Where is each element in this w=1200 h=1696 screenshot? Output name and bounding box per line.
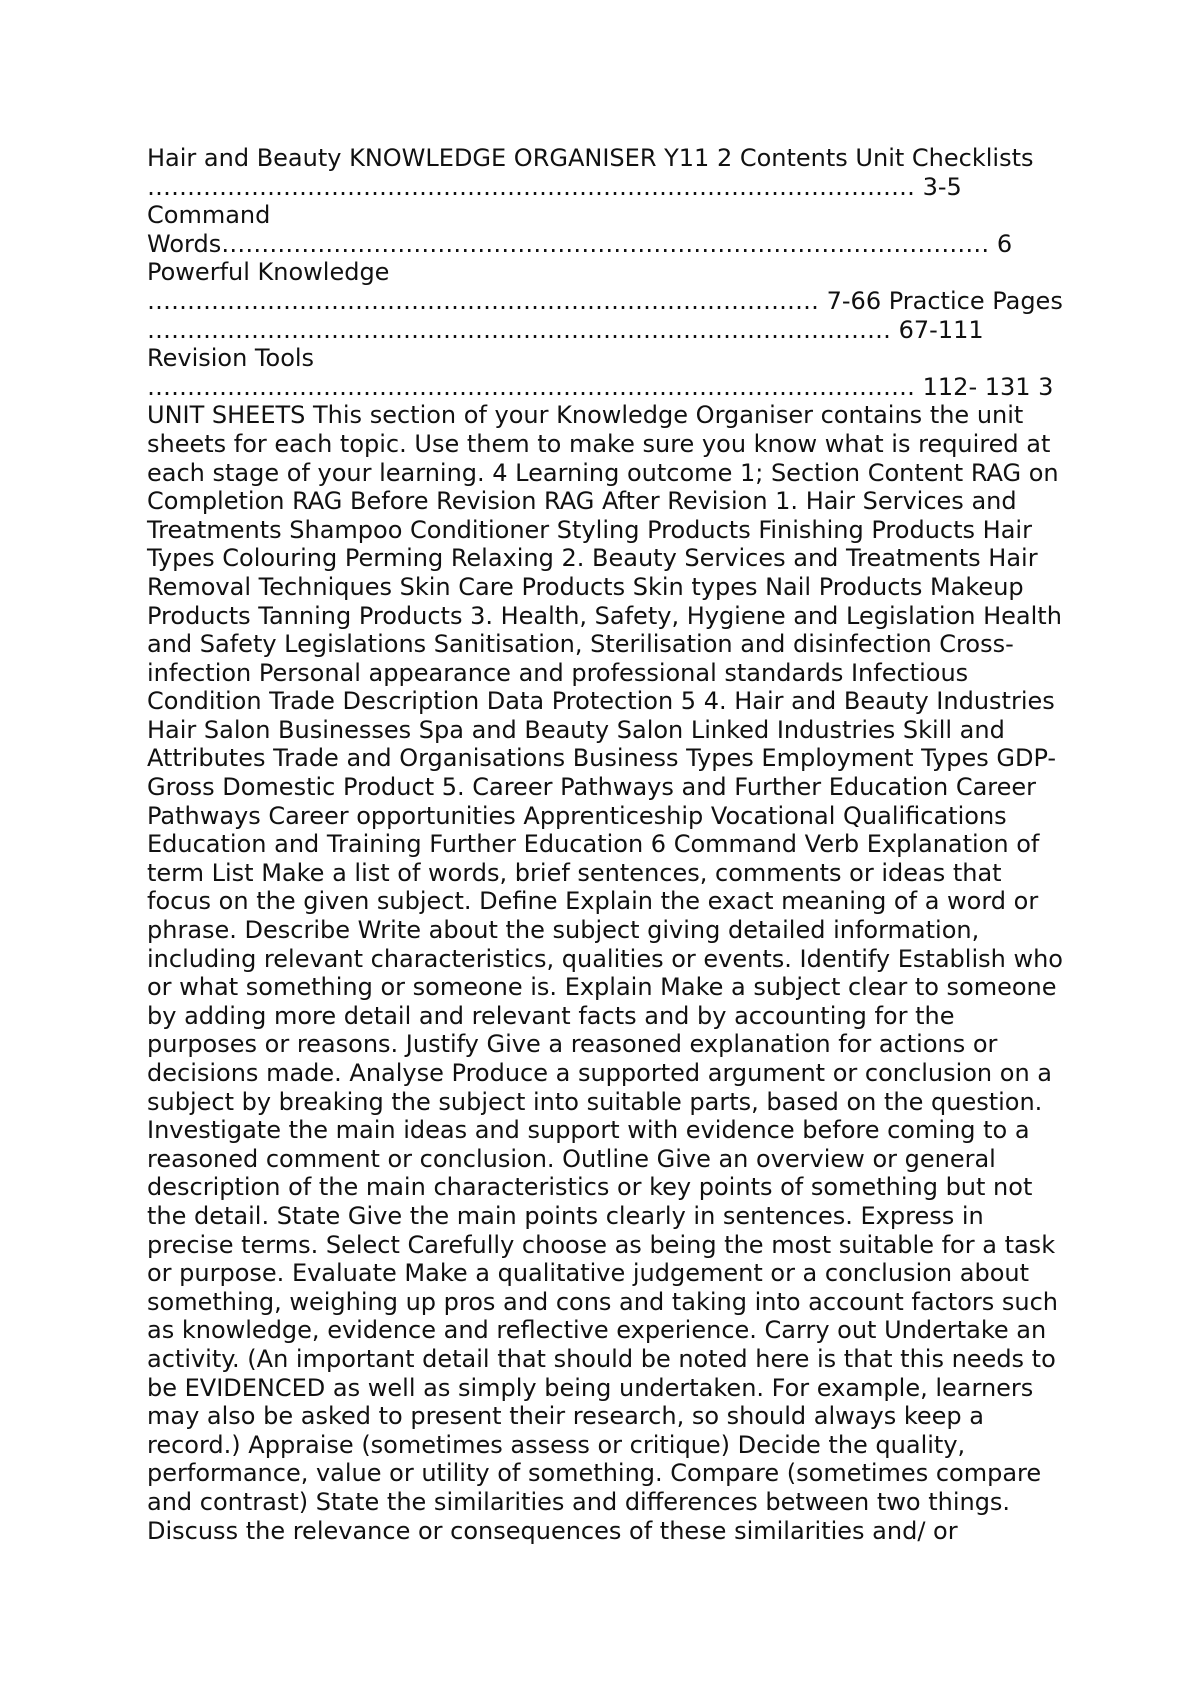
document-body-text: Hair and Beauty KNOWLEDGE ORGANISER Y11 2 Contents Unit Checklists …………………………………………………………………………………… 3-5 Command Words…………………………………………………………………………………… 6 Powerful Knowledge ………………………………………………………………………… 7-66 Practice Pages ………………………………………………………………………………… 67-111 Revision Tools …………………………………………………………………………………… 112- 131 3 UNIT SHEETS This section of your Knowledge Organiser contains the unit sheets for each topic. Use them to make sure you know what is required at each stage of your learning. 4 Learning outcome 1; Section Content RAG on Completion RAG Before Revision RAG After Revision 1. Hair Services and Treatments Shampoo Conditioner Styling Products Finishing Products Hair Types Colouring Perming Relaxing 2. Beauty Services and Treatments Hair Removal Techniques Skin Care Products Skin types Nail Products Makeup Products Tanning Products 3. Health, Safety, Hygiene and Legislation Health and Safety Legislations Sanitisation, Sterilisation and disinfection Cross-infection Personal appearance and professional standards Infectious Condition Trade Description Data Protection 5 4. Hair and Beauty Industries Hair Salon Businesses Spa and Beauty Salon Linked Industries Skill and Attributes Trade and Organisations Business Types Employment Types GDP- Gross Domestic Product 5. Career Pathways and Further Education Career Pathways Career opportunities Apprenticeship Vocational Qualifications Education and Training Further Education 6 Command Verb Explanation of term List Make a list of words, brief sentences, comments or ideas that focus on the given subject. Define Explain the exact meaning of a word or phrase. Describe Write about the subject giving detailed information, including relevant characteristics, qualities or events. Identify Establish who or what something or someone is. Explain Make a subject clear to someone by adding more detail and relevant facts and by accounting for the purposes or reasons. Justify Give a reasoned explanation for actions or decisions made. Analyse Produce a supported argument or conclusion on a subject by breaking the subject into suitable parts, based on the question. Investigate the main ideas and support with evidence before coming to a reasoned comment or conclusion. Outline Give an overview or general description of the main characteristics or key points of something but not the detail. State Give the main points clearly in sentences. Express in precise terms. Select Carefully choose as being the most suitable for a task or purpose. Evaluate Make a qualitative judgement or a conclusion about something, weighing up pros and cons and taking into account factors such as knowledge, evidence and reflective experience. Carry out Undertake an activity. (An important detail that should be noted here is that this needs to be EVIDENCED as well as simply being undertaken. For example, learners may also be asked to present their research, so should always keep a record.) Appraise (sometimes assess or critique) Decide the quality, performance, value or utility of something. Compare (sometimes compare and contrast) State the similarities and differences between two things. Discuss the relevance or consequences of these similarities and/ or [147,144,1063,1545]
